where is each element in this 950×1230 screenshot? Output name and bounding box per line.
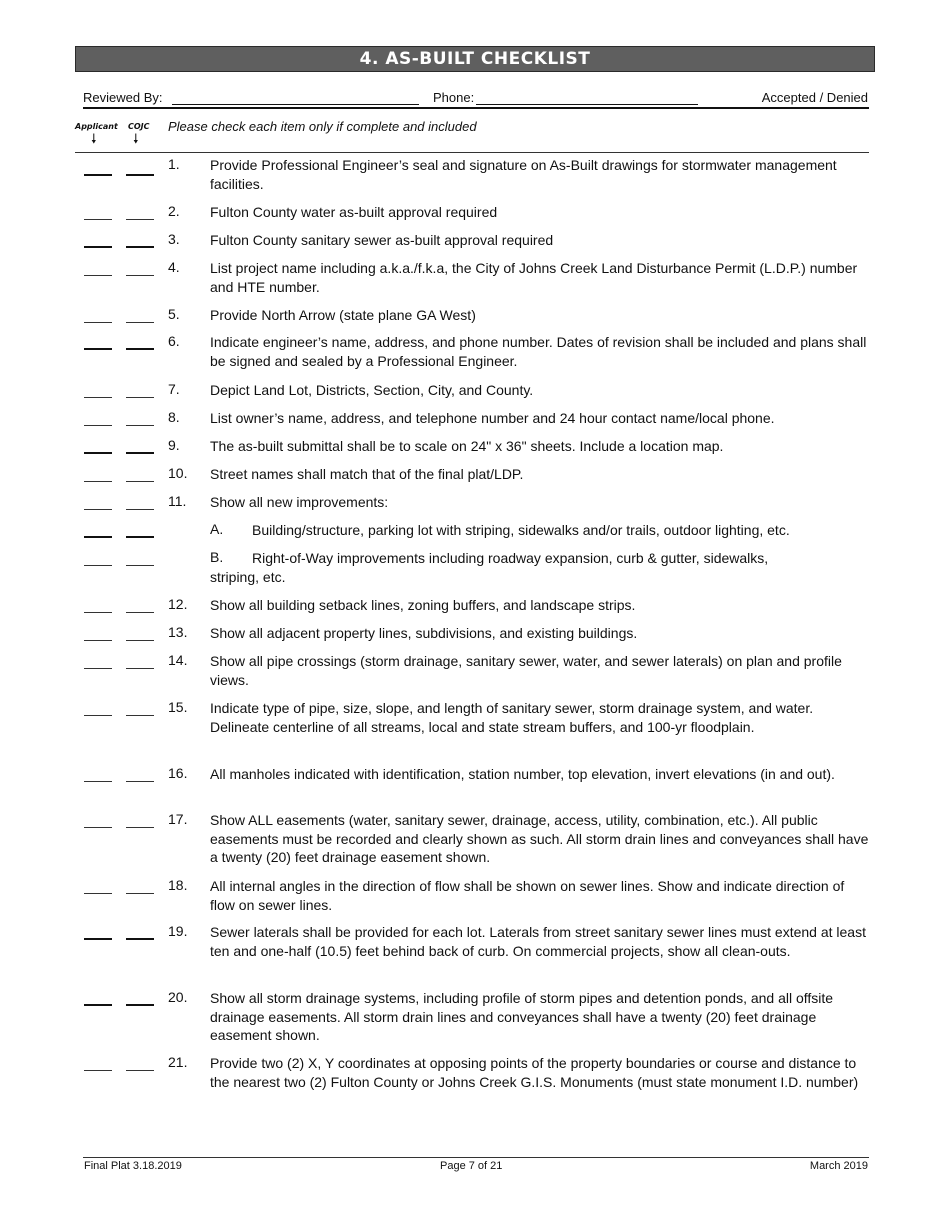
cojc-check-blank[interactable] <box>126 1070 154 1071</box>
applicant-check-blank[interactable] <box>84 425 112 426</box>
applicant-check-blank[interactable] <box>84 246 112 248</box>
item-number: 21. <box>168 1054 188 1070</box>
item-number: 13. <box>168 624 188 640</box>
instruction-text: Please check each item only if complete and included <box>168 119 477 134</box>
item-number: 17. <box>168 811 188 827</box>
applicant-check-blank[interactable] <box>84 827 112 828</box>
footer-date: March 2019 <box>809 1160 868 1172</box>
item-number: 7. <box>168 381 180 397</box>
cojc-check-blank[interactable] <box>126 565 154 566</box>
applicant-check-blank[interactable] <box>84 938 112 940</box>
cojc-check-blank[interactable] <box>126 938 154 940</box>
subitem-text: Right-of-Way improvements including roadway expansion, curb & gutter, sidewalks, <box>252 550 769 566</box>
item-number: 12. <box>168 596 188 612</box>
cojc-check-blank[interactable] <box>126 452 154 454</box>
item-number: 5. <box>168 306 180 322</box>
phone-label: Phone: <box>433 90 475 105</box>
item-number: 6. <box>168 333 180 349</box>
cojc-check-blank[interactable] <box>126 174 154 176</box>
item-text: Fulton County sanitary sewer as-built approval required <box>210 232 554 248</box>
item-text: List owner’s name, address, and telephone number and 24 hour contact name/local phone. <box>210 410 775 426</box>
cojc-check-blank[interactable] <box>126 893 154 894</box>
item-text: Street names shall match that of the final plat/LDP. <box>210 466 524 482</box>
item-number: 8. <box>168 409 180 425</box>
subitem-text-continued: striping, etc. <box>210 568 286 585</box>
cojc-check-blank[interactable] <box>126 781 154 782</box>
cojc-check-blank[interactable] <box>126 640 154 641</box>
item-text: The as-built submittal shall be to scale on 24" x 36" sheets. Include a location map. <box>210 438 724 454</box>
cojc-column-header: COJC <box>128 122 150 131</box>
applicant-check-blank[interactable] <box>84 565 112 566</box>
cojc-check-blank[interactable] <box>126 668 154 669</box>
cojc-check-blank[interactable] <box>126 219 154 220</box>
cojc-check-blank[interactable] <box>126 715 154 716</box>
applicant-check-blank[interactable] <box>84 1070 112 1071</box>
applicant-check-blank[interactable] <box>84 612 112 613</box>
item-number: 9. <box>168 437 180 453</box>
item-text: Show ALL easements (water, sanitary sewer, drainage, access, utility, combination, etc.). All public easements must be recorded and clearly shown as such. All storm drain lines and conveyances shall have a twenty (20) feet drainage easement shown. <box>210 812 869 865</box>
cojc-check-blank[interactable] <box>126 827 154 828</box>
item-text: Show all building setback lines, zoning buffers, and landscape strips. <box>210 597 636 613</box>
applicant-check-blank[interactable] <box>84 348 112 350</box>
reviewed-by-label: Reviewed By: <box>83 90 163 105</box>
item-number: 18. <box>168 877 188 893</box>
item-number: 1. <box>168 156 180 172</box>
item-text: Provide North Arrow (state plane GA West) <box>210 307 476 323</box>
applicant-check-blank[interactable] <box>84 536 112 538</box>
item-text: Fulton County water as-built approval required <box>210 204 498 220</box>
subitem-letter: A. <box>210 521 224 537</box>
applicant-check-blank[interactable] <box>84 640 112 641</box>
down-arrow-icon: 🠗 <box>91 131 97 146</box>
item-number: 11. <box>168 493 187 509</box>
applicant-check-blank[interactable] <box>84 715 112 716</box>
applicant-check-blank[interactable] <box>84 481 112 482</box>
applicant-check-blank[interactable] <box>84 219 112 220</box>
cojc-check-blank[interactable] <box>126 509 154 510</box>
item-text: Indicate engineer’s name, address, and phone number. Dates of revision shall be included and plans shall be signed and sealed by a Professional Engineer. <box>210 334 867 369</box>
footer-page-number: Page 7 of 21 <box>440 1160 503 1172</box>
item-text: All internal angles in the direction of flow shall be shown on sewer lines. Show and indicate direction of flow on sewer lines. <box>210 878 845 913</box>
subitem-letter: B. <box>210 549 224 565</box>
applicant-check-blank[interactable] <box>84 322 112 323</box>
footer-divider <box>83 1157 869 1158</box>
item-number: 14. <box>168 652 188 668</box>
cojc-check-blank[interactable] <box>126 397 154 398</box>
applicant-check-blank[interactable] <box>84 668 112 669</box>
item-number: 2. <box>168 203 180 219</box>
applicant-check-blank[interactable] <box>84 509 112 510</box>
subitem-text: Building/structure, parking lot with striping, sidewalks and/or trails, outdoor lighting, etc. <box>252 522 790 538</box>
item-text: Provide two (2) X, Y coordinates at opposing points of the property boundaries or course and distance to the nearest two (2) Fulton County or Johns Creek G.I.S. Monuments (must state monument I.D. number) <box>210 1055 859 1090</box>
applicant-check-blank[interactable] <box>84 781 112 782</box>
item-number: 16. <box>168 765 188 781</box>
applicant-check-blank[interactable] <box>84 452 112 454</box>
item-text: List project name including a.k.a./f.k.a, the City of Johns Creek Land Disturbance Permit (L.D.P.) number and HTE number. <box>210 260 858 295</box>
item-text: Sewer laterals shall be provided for each lot. Laterals from street sanitary sewer lines must extend at least ten and one-half (10.5) feet behind back of curb. On commercial projects, show all clean-outs. <box>210 924 866 959</box>
footer-document-name: Final Plat 3.18.2019 <box>84 1160 182 1172</box>
item-text: Indicate type of pipe, size, slope, and length of sanitary sewer, storm drainage system, and water. Delineate centerline of all streams, local and state stream buffers, and 100-yr floodplain. <box>210 700 814 735</box>
item-number: 20. <box>168 989 188 1005</box>
cojc-check-blank[interactable] <box>126 275 154 276</box>
item-text: Show all new improvements: <box>210 494 389 510</box>
applicant-check-blank[interactable] <box>84 275 112 276</box>
item-number: 10. <box>168 465 188 481</box>
cojc-check-blank[interactable] <box>126 246 154 248</box>
applicant-check-blank[interactable] <box>84 893 112 894</box>
item-text: Provide Professional Engineer’s seal and signature on As-Built drawings for stormwater management facilities. <box>210 157 837 192</box>
cojc-check-blank[interactable] <box>126 536 154 538</box>
cojc-check-blank[interactable] <box>126 348 154 350</box>
cojc-check-blank[interactable] <box>126 322 154 323</box>
item-text: All manholes indicated with identification, station number, top elevation, invert elevations (in and out). <box>210 766 835 782</box>
item-text: Show all pipe crossings (storm drainage, sanitary sewer, water, and sewer laterals) on plan and profile views. <box>210 653 842 688</box>
cojc-check-blank[interactable] <box>126 425 154 426</box>
cojc-check-blank[interactable] <box>126 612 154 613</box>
page-title: 4. AS-BUILT CHECKLIST <box>75 46 875 72</box>
applicant-check-blank[interactable] <box>84 397 112 398</box>
accepted-denied-label: Accepted / Denied <box>761 90 868 105</box>
item-text: Depict Land Lot, Districts, Section, City, and County. <box>210 382 534 398</box>
item-number: 15. <box>168 699 188 715</box>
item-text: Show all adjacent property lines, subdivisions, and existing buildings. <box>210 625 638 641</box>
applicant-check-blank[interactable] <box>84 1004 112 1006</box>
cojc-check-blank[interactable] <box>126 481 154 482</box>
item-number: 19. <box>168 923 188 939</box>
applicant-column-header: Applicant <box>75 122 118 131</box>
applicant-check-blank[interactable] <box>84 174 112 176</box>
item-number: 3. <box>168 231 180 247</box>
item-number: 4. <box>168 259 180 275</box>
down-arrow-icon: 🠗 <box>133 131 139 146</box>
item-text: Show all storm drainage systems, including profile of storm pipes and detention ponds, and all offsite drainage easements. All storm drain lines and conveyances shall have a twenty (20) feet drainage easement shown. <box>210 990 834 1043</box>
cojc-check-blank[interactable] <box>126 1004 154 1006</box>
